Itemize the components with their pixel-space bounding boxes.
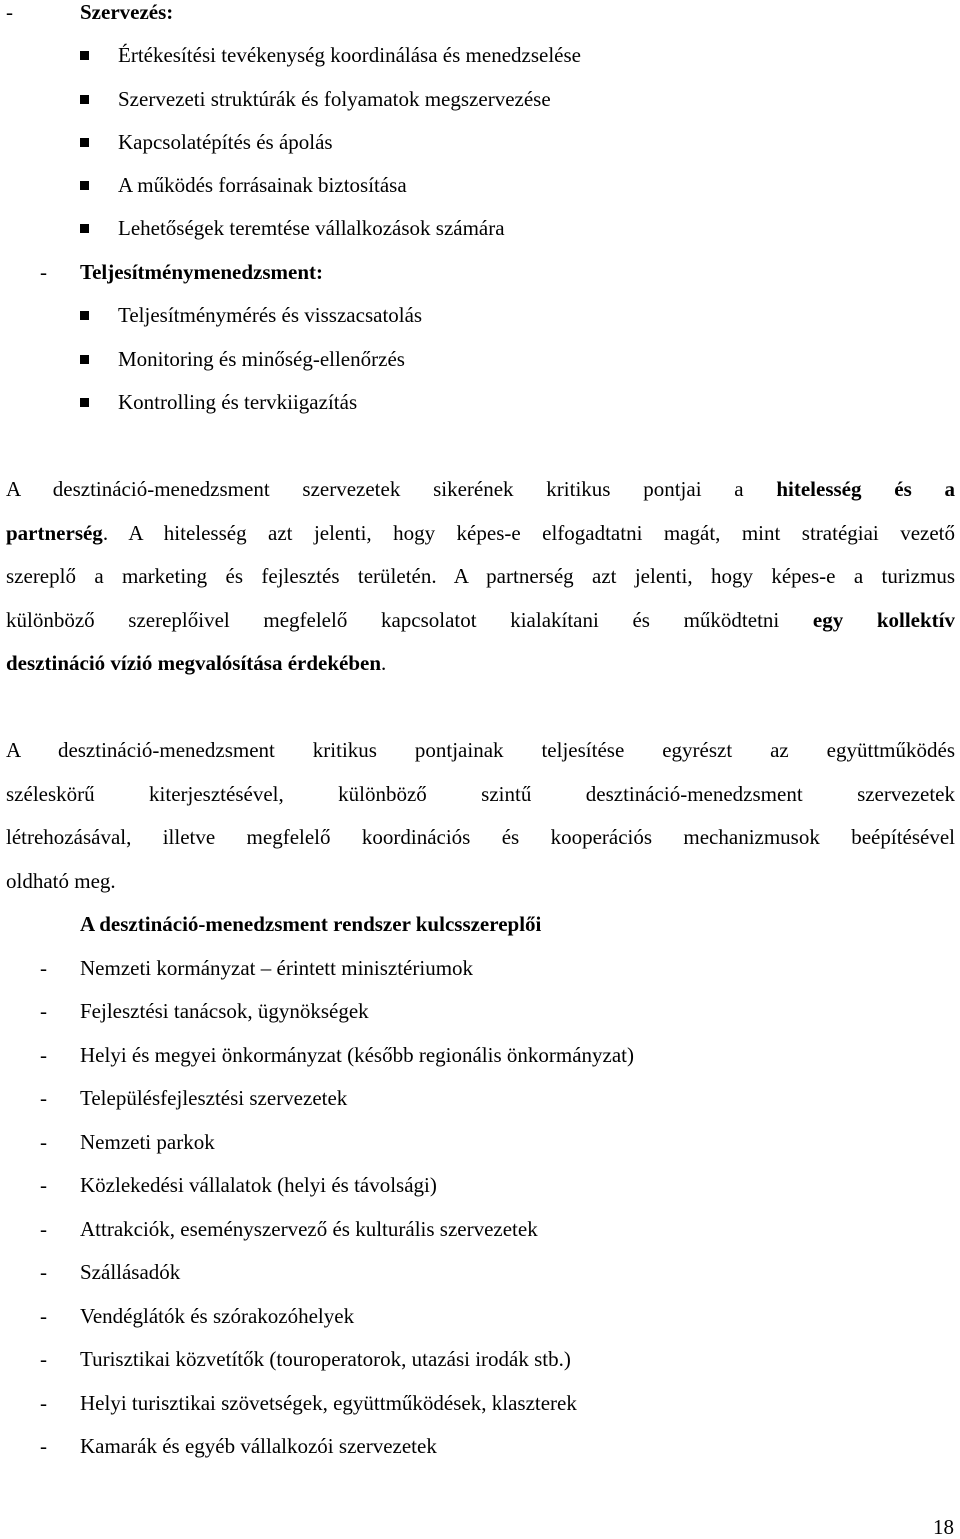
list-item-text: A működés forrásainak biztosítása (118, 173, 407, 197)
list-item-text: Attrakciók, eseményszervező és kulturális szervezetek (80, 1217, 538, 1241)
para1-emphasis: hitelesség és a (776, 477, 955, 501)
para1-emphasis: egy kollektív (812, 608, 955, 632)
section-heading-szervezes: Szervezés: (80, 0, 174, 24)
square-bullet-icon (80, 181, 89, 190)
dash-marker: - (40, 1391, 47, 1415)
dash-marker: - (40, 956, 47, 980)
para1-text: . A hitelesség azt jelenti, hogy képes-e elfogadtatni magát, mint stratégiai vezető (102, 521, 955, 545)
list-item-text: Lehetőségek teremtése vállalkozások számára (118, 216, 505, 240)
square-bullet-icon (80, 51, 89, 60)
list-item-text: Értékesítési tevékenység koordinálása és menedzselése (118, 43, 581, 67)
list-item-text: Vendéglátók és szórakozóhelyek (80, 1304, 355, 1328)
dash-marker: - (6, 0, 13, 24)
square-bullet-icon (80, 398, 89, 407)
paragraph-1-line-5 (6, 651, 955, 675)
list-item-text: Kapcsolatépítés és ápolás (118, 130, 333, 154)
para1-emphasis: desztináció vízió megvalósítása érdekében (6, 651, 382, 675)
list-item-text: Monitoring és minőség-ellenőrzés (118, 347, 405, 371)
square-bullet-icon (80, 311, 89, 320)
dash-marker: - (40, 260, 47, 284)
paragraph-2-line-3: létrehozásával, illetve megfelelő koordinációs és kooperációs mechanizmusok beépítésével (6, 825, 955, 849)
dash-marker: - (40, 1086, 47, 1110)
list-item-text: Turisztikai közvetítők (touroperatorok, utazási irodák stb.) (80, 1347, 571, 1371)
list-item-text: Teljesítménymérés és visszacsatolás (118, 303, 423, 327)
dash-marker: - (40, 1304, 47, 1328)
dash-marker: - (40, 1217, 47, 1241)
list-item-text: Nemzeti parkok (80, 1130, 215, 1154)
dash-marker: - (40, 1173, 47, 1197)
paragraph-2-line-2: széleskörű kiterjesztésével, különböző szintű desztináció-menedzsment szervezetek (6, 782, 955, 806)
list-item-text: Szállásadók (80, 1260, 181, 1284)
dash-marker: - (40, 1043, 47, 1067)
list-item-text: Kamarák és egyéb vállalkozói szervezetek (80, 1434, 437, 1458)
dash-marker: - (40, 999, 47, 1023)
list-item-text: Településfejlesztési szervezetek (80, 1086, 348, 1110)
paragraph-2-line-1: A desztináció-menedzsment kritikus pontjainak teljesítése egyrészt az együttműködés (6, 738, 955, 762)
section-heading-teljesitmeny: Teljesítménymenedzsment: (80, 260, 324, 284)
section-heading-kulcsszereplok: A desztináció-menedzsment rendszer kulcsszereplői (80, 912, 542, 936)
list-item-text: Nemzeti kormányzat – érintett minisztériumok (80, 956, 474, 980)
list-item-text: Közlekedési vállalatok (helyi és távolsági) (80, 1173, 437, 1197)
dash-marker: - (40, 1347, 47, 1371)
list-item-text: Kontrolling és tervkiigazítás (118, 390, 358, 414)
square-bullet-icon (80, 355, 89, 364)
page-number: 18 (933, 1515, 954, 1539)
paragraph-1-line-4 (6, 608, 955, 632)
para1-text: . (381, 651, 387, 675)
list-item-text: Fejlesztési tanácsok, ügynökségek (80, 999, 369, 1023)
square-bullet-icon (80, 138, 89, 147)
para1-text: szereplő a marketing és fejlesztés területén. A partnerség azt jelenti, hogy képes-e a turizmus (6, 564, 955, 588)
paragraph-1-line-1 (6, 477, 955, 501)
paragraph-1-line-2 (6, 521, 955, 545)
dash-marker: - (40, 1130, 47, 1154)
paragraph-1-line-3 (6, 564, 955, 588)
para1-emphasis: partnerség (6, 521, 103, 545)
square-bullet-icon (80, 95, 89, 104)
list-item-text: Helyi turisztikai szövetségek, együttműködések, klaszterek (80, 1391, 577, 1415)
paragraph-2-line-4: oldható meg. (6, 869, 116, 893)
square-bullet-icon (80, 224, 89, 233)
para1-text: különböző szereplőivel megfelelő kapcsolatot kialakítani és működtetni (6, 608, 780, 632)
dash-marker: - (40, 1434, 47, 1458)
dash-marker: - (40, 1260, 47, 1284)
list-item-text: Helyi és megyei önkormányzat (később regionális önkormányzat) (80, 1043, 634, 1067)
list-item-text: Szervezeti struktúrák és folyamatok megszervezése (118, 87, 551, 111)
para1-text: A desztináció-menedzsment szervezetek sikerének kritikus pontjai a (6, 477, 744, 501)
